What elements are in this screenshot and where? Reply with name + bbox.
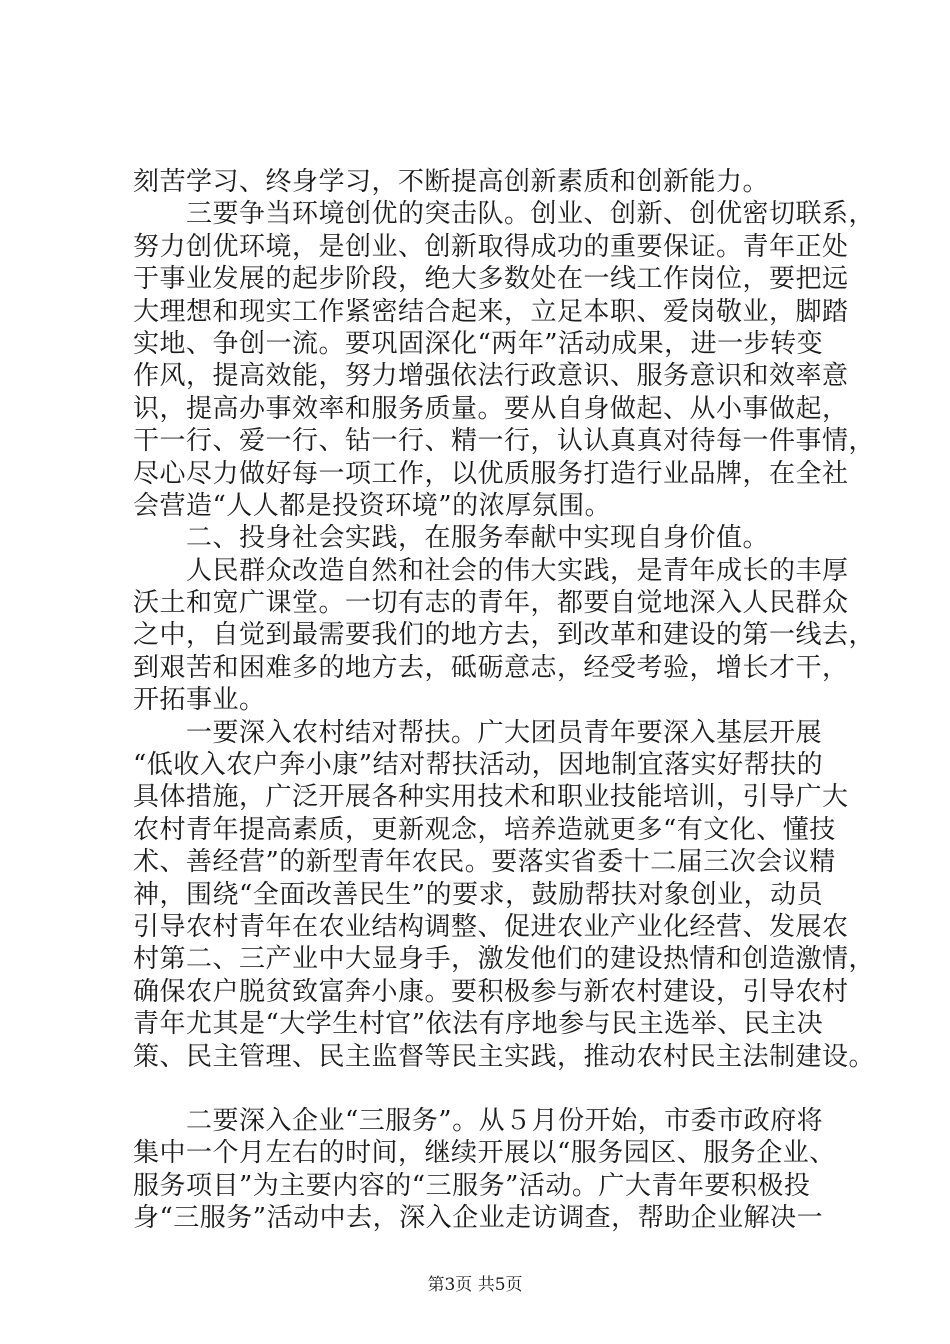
text-line: 集中一个月左右的时间，继续开展以“服务园区、服务企业、 [133,1138,836,1169]
text-line: 实地、争创一流。要巩固深化“两年”活动成果，进一步转变 [133,328,824,359]
text-line: 农村青年提高素质，更新观念，培养造就更多“有文化、懂技 [133,814,836,845]
text-line: 身“三服务”活动中去，深入企业走访调查，帮助企业解决一 [133,1203,824,1234]
text-line: 具体措施，广泛开展各种实用技术和职业技能培训，引导广大 [133,782,849,813]
text-line: 识，提高办事效率和服务质量。要从自身做起、从小事做起， [133,393,849,424]
text-line: 二、投身社会实践，在服务奉献中实现自身价值。 [133,523,770,554]
text-line: 会营造“人人都是投资环境”的浓厚氛围。 [133,490,612,521]
paragraph-gap [133,1073,833,1105]
text-line: 开拓事业。 [133,685,266,716]
text-line: “低收入农户奔小康”结对帮扶活动，因地制宜落实好帮扶的 [133,750,824,781]
text-line: 神，围绕“全面改善民生”的要求，鼓励帮扶对象创业，动员 [133,879,824,910]
text-line: 大理想和现实工作紧密结合起来，立足本职、爱岗敬业，脚踏 [133,296,849,327]
text-line: 策、民主管理、民主监督等民主实践，推动农村民主法制建设。 [133,1041,876,1072]
text-line: 青年尤其是“大学生村官”依法有序地参与民主选举、民主决 [133,1009,824,1040]
text-line: 一要深入农村结对帮扶。广大团员青年要深入基层开展 [133,717,823,748]
text-line: 之中，自觉到最需要我们的地方去，到改革和建设的第一线去， [133,620,876,651]
text-line: 努力创优环境，是创业、创新取得成功的重要保证。青年正处 [133,231,849,262]
text-line: 二要深入企业“三服务”。从５月份开始，市委市政府将 [133,1105,824,1136]
text-line: 干一行、爱一行、钻一行、精一行，认认真真对待每一件事情， [133,426,876,457]
text-line: 人民群众改造自然和社会的伟大实践，是青年成长的丰厚 [133,555,849,586]
text-line: 引导农村青年在农业结构调整、促进农业产业化经营、发展农 [133,911,849,942]
page-footer: 第3页 共5页 [427,1275,523,1295]
text-line: 到艰苦和困难多的地方去，砥砺意志，经受考验，增长才干， [133,652,849,683]
text-line: 刻苦学习、终身学习，不断提高创新素质和创新能力。 [133,167,770,197]
text-line: 术、善经营”的新型青年农民。要落实省委十二届三次会议精 [133,847,836,878]
text-line: 三要争当环境创优的突击队。创业、创新、创优密切联系， [133,199,876,230]
text-line: 服务项目”为主要内容的“三服务”活动。广大青年要积极投 [133,1170,811,1201]
text-line: 确保农户脱贫致富奔小康。要积极参与新农村建设，引导农村 [133,976,849,1007]
text-line: 于事业发展的起步阶段，绝大多数处在一线工作岗位，要把远 [133,264,849,295]
paragraph-group-2 [133,1105,836,1235]
text-line: 作风，提高效能，努力增强依法行政意识、服务意识和效率意 [133,361,849,392]
text-line: 尽心尽力做好每一项工作，以优质服务打造行业品牌，在全社 [133,458,849,489]
text-line: 村第二、三产业中大显身手，激发他们的建设热情和创造激情， [133,944,876,975]
paragraph-group-1 [133,166,876,1073]
document-body [133,166,876,1235]
text-line: 沃土和宽广课堂。一切有志的青年，都要自觉地深入人民群众 [133,588,849,619]
